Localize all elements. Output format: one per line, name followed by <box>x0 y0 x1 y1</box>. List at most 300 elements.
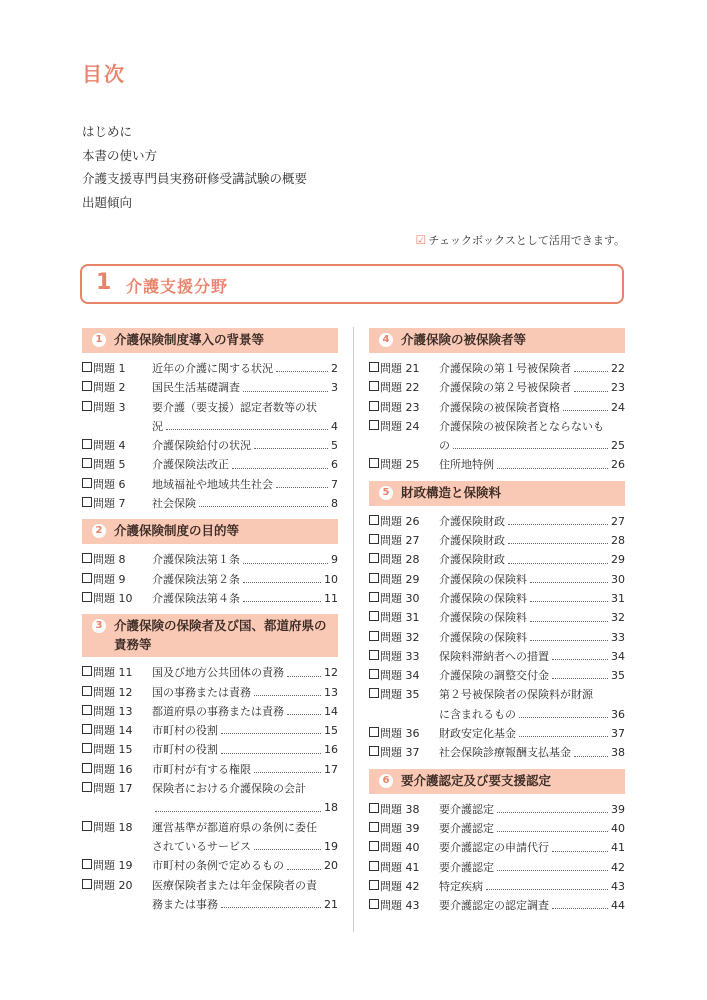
checkbox[interactable] <box>369 880 379 890</box>
checkbox[interactable] <box>369 631 379 641</box>
checkbox[interactable] <box>82 686 92 696</box>
entry-line <box>152 570 338 589</box>
entry-title: 介護保険法第４条 <box>152 591 240 605</box>
dot-leader <box>254 695 321 696</box>
toc-entry[interactable] <box>82 570 338 589</box>
entry-number: 問題 27 <box>380 534 420 548</box>
entry-label <box>82 721 152 740</box>
section-heading <box>369 481 625 506</box>
dot-leader <box>508 563 608 564</box>
page-number: 12 <box>324 666 338 680</box>
checkbox[interactable] <box>82 401 92 411</box>
entry-label <box>369 455 439 474</box>
dot-leader <box>221 907 321 908</box>
entry-number: 問題 25 <box>380 458 420 472</box>
page-number: 43 <box>611 879 625 893</box>
entry-title: 国の事務または責務 <box>152 685 251 699</box>
checkbox[interactable] <box>82 439 92 449</box>
entry-body <box>439 455 625 474</box>
checkbox[interactable] <box>369 650 379 660</box>
entry-title: 介護保険の調整交付金 <box>439 669 549 683</box>
entry-body <box>439 512 625 531</box>
entry-number: 問題 6 <box>93 477 126 491</box>
entry-label <box>369 359 439 378</box>
dot-leader <box>243 582 321 583</box>
checkbox[interactable] <box>82 458 92 468</box>
checkbox[interactable] <box>82 573 92 583</box>
part-header <box>80 264 624 304</box>
entry-label <box>82 876 152 915</box>
entry-label <box>369 628 439 647</box>
toc-entry[interactable] <box>369 685 625 724</box>
entry-title: 介護保険財政 <box>439 514 505 528</box>
page-number: 26 <box>611 458 625 472</box>
toc-entry[interactable] <box>369 378 625 397</box>
checkbox[interactable] <box>369 592 379 602</box>
checkbox[interactable] <box>82 859 92 869</box>
checkbox[interactable] <box>82 381 92 391</box>
toc-entry[interactable] <box>369 628 625 647</box>
toc-entry[interactable] <box>82 779 338 818</box>
checkbox[interactable] <box>369 573 379 583</box>
entry-title: 運営基準が都道府県の条例に委任 <box>152 820 317 834</box>
entry-title: 財政安定化基金 <box>439 727 516 741</box>
checkbox[interactable] <box>369 420 379 430</box>
entry-line <box>152 663 338 682</box>
entry-number: 問題 22 <box>380 381 420 395</box>
entry-number: 問題 14 <box>93 724 133 738</box>
entry-body <box>439 724 625 743</box>
entry-number: 問題 5 <box>93 458 126 472</box>
entry-line <box>439 589 625 608</box>
entry-body <box>439 550 625 569</box>
page-number: 41 <box>611 841 625 855</box>
entry-title: 要介護認定 <box>439 821 494 835</box>
entry-title: 地域福祉や地域共生社会 <box>152 477 273 491</box>
entry-number: 問題 19 <box>93 859 133 873</box>
toc-entry[interactable] <box>369 877 625 896</box>
entry-body <box>439 398 625 417</box>
entry-line <box>439 436 625 455</box>
toc-entry[interactable] <box>82 663 338 682</box>
entry-number: 問題 12 <box>93 685 133 699</box>
page-number: 9 <box>331 553 338 567</box>
entry-label <box>82 494 152 513</box>
entry-number: 問題 21 <box>380 362 420 375</box>
toc-entry[interactable] <box>369 647 625 666</box>
page-number: 25 <box>611 439 625 453</box>
toc-entry[interactable] <box>369 800 625 819</box>
entry-label <box>369 685 439 724</box>
dot-leader <box>530 621 608 622</box>
checkbox[interactable] <box>369 362 379 372</box>
dot-leader <box>519 736 608 737</box>
entry-line <box>152 798 338 817</box>
entry-label <box>82 856 152 875</box>
part-number: 1 <box>96 270 112 295</box>
page-number: 27 <box>611 514 625 528</box>
entry-line <box>439 359 625 378</box>
entry-body <box>152 378 338 397</box>
entry-label <box>369 531 439 550</box>
checkbox[interactable] <box>82 705 92 715</box>
page-number: 8 <box>331 497 338 511</box>
section-title: 介護保険の被保険者等 <box>401 332 527 347</box>
entry-line <box>152 721 338 740</box>
intro-item[interactable]: はじめに <box>82 124 133 139</box>
entry-number: 問題 20 <box>93 878 133 892</box>
entry-body <box>152 550 338 569</box>
page-number: 42 <box>611 860 625 874</box>
entry-label <box>369 896 439 915</box>
toc-entry[interactable] <box>369 608 625 627</box>
checkbox[interactable] <box>82 879 92 889</box>
checkbox[interactable] <box>82 553 92 563</box>
entry-body <box>439 819 625 838</box>
entry-line <box>152 740 338 759</box>
entry-line <box>152 683 338 702</box>
intro-item[interactable]: 本書の使い方 <box>82 147 158 163</box>
entry-number: 問題 4 <box>93 439 126 453</box>
entry-title: 社会保険診療報酬支払基金 <box>439 746 571 760</box>
entry-line <box>439 838 625 857</box>
checkbox[interactable] <box>82 666 92 676</box>
entry-label <box>82 455 152 474</box>
toc-entry[interactable] <box>82 436 338 455</box>
checkbox-checked-icon: ☑ <box>415 233 427 247</box>
entry-label <box>369 858 439 877</box>
entry-number: 問題 23 <box>380 400 420 414</box>
entry-body <box>152 589 338 608</box>
toc-entry[interactable] <box>369 455 625 474</box>
page-number: 35 <box>611 669 625 683</box>
dot-leader <box>552 678 608 679</box>
toc-entry[interactable] <box>369 417 625 456</box>
checkbox[interactable] <box>369 401 379 411</box>
checkbox[interactable] <box>82 478 92 488</box>
toc-entry[interactable] <box>82 740 338 759</box>
entry-label <box>369 838 439 857</box>
intro-list <box>82 120 307 214</box>
part-title: 介護支援分野 <box>126 277 229 296</box>
toc-entry[interactable] <box>82 760 338 779</box>
entry-line <box>439 724 625 743</box>
entry-line <box>152 856 338 875</box>
entry-title: 国及び地方公共団体の責務 <box>152 666 284 680</box>
entry-title: に含まれるもの <box>439 707 516 721</box>
page-number: 14 <box>324 704 338 718</box>
entry-number: 問題 1 <box>93 362 126 375</box>
dot-leader <box>486 889 608 890</box>
toc-entry[interactable] <box>369 550 625 569</box>
checkbox[interactable] <box>369 534 379 544</box>
section-title: 介護保険制度導入の背景等 <box>114 332 265 347</box>
entry-line <box>152 760 338 779</box>
entry-title: 介護保険の被保険者とならないも <box>439 419 604 433</box>
checkbox[interactable] <box>82 743 92 753</box>
entry-title: 要介護（要支援）認定者数等の状 <box>152 400 317 414</box>
toc-entry[interactable] <box>369 724 625 743</box>
toc-entry[interactable] <box>369 666 625 685</box>
entry-line <box>439 417 625 436</box>
entry-line <box>152 818 338 837</box>
entry-line <box>152 876 338 895</box>
entry-body <box>439 531 625 550</box>
entry-body <box>152 702 338 721</box>
toc-entry[interactable] <box>82 876 338 915</box>
entry-body <box>439 589 625 608</box>
section-title: 要介護認定及び要支援認定 <box>401 772 552 788</box>
checkbox[interactable] <box>82 782 92 792</box>
toc-entry[interactable] <box>369 398 625 417</box>
entry-line <box>439 896 625 915</box>
toc-entry[interactable] <box>369 531 625 550</box>
page-number: 38 <box>611 746 625 760</box>
checkbox[interactable] <box>82 821 92 831</box>
entry-number: 問題 13 <box>93 704 133 718</box>
intro-item[interactable]: 介護支援専門員実務研修受講試験の概要 <box>82 171 308 186</box>
page-number: 21 <box>324 897 338 911</box>
checkbox[interactable] <box>369 822 379 832</box>
dot-leader <box>243 391 328 392</box>
dot-leader <box>530 601 608 602</box>
page-number: 37 <box>611 727 625 741</box>
checkbox[interactable] <box>369 381 379 391</box>
entry-number: 問題 2 <box>93 381 126 395</box>
entry-number: 問題 11 <box>93 666 133 680</box>
page-number: 4 <box>331 419 338 433</box>
dot-leader <box>530 640 608 641</box>
entry-title: 介護保険の被保険者資格 <box>439 400 560 414</box>
entry-number: 問題 36 <box>380 727 420 741</box>
dot-leader <box>287 714 321 715</box>
dot-leader <box>199 506 328 507</box>
entry-title: されているサービス <box>152 839 251 853</box>
entry-label <box>82 740 152 759</box>
section-number-badge: 5 <box>379 486 393 500</box>
entry-line <box>439 398 625 417</box>
checkbox[interactable] <box>369 688 379 698</box>
entry-number: 問題 7 <box>93 497 126 511</box>
dot-leader <box>276 487 328 488</box>
checkbox[interactable] <box>82 497 92 507</box>
dot-leader <box>254 448 328 449</box>
entry-title: 介護保険財政 <box>439 534 505 548</box>
entry-body <box>439 800 625 819</box>
checkbox[interactable] <box>369 861 379 871</box>
entry-line <box>152 417 338 436</box>
entry-line <box>439 550 625 569</box>
entry-number: 問題 10 <box>93 591 133 605</box>
entry-body <box>439 608 625 627</box>
toc-entry[interactable] <box>82 455 338 474</box>
toc-entry[interactable] <box>369 743 625 762</box>
toc-column-left <box>82 328 338 920</box>
entry-label <box>82 550 152 569</box>
dot-leader <box>519 717 608 718</box>
entry-body <box>152 359 338 378</box>
entry-number: 問題 8 <box>93 553 126 567</box>
checkbox[interactable] <box>369 746 379 756</box>
entry-label <box>82 475 152 494</box>
checkbox[interactable] <box>369 727 379 737</box>
section-heading <box>82 328 338 353</box>
entry-number: 問題 37 <box>380 746 420 760</box>
page-number: 6 <box>331 458 338 472</box>
entry-body <box>152 876 338 915</box>
section-entries <box>369 800 625 916</box>
entry-number: 問題 26 <box>380 514 420 528</box>
entry-number: 問題 42 <box>380 879 420 893</box>
section-entries <box>82 359 338 513</box>
dot-leader <box>530 582 608 583</box>
checkbox[interactable] <box>82 362 92 372</box>
toc-entry[interactable] <box>369 896 625 915</box>
entry-label <box>82 760 152 779</box>
entry-label <box>369 550 439 569</box>
toc-entry[interactable] <box>369 359 625 378</box>
entry-title: 要介護認定 <box>439 860 494 874</box>
toc-entry[interactable] <box>82 683 338 702</box>
section-number-badge: 1 <box>92 333 106 347</box>
checkbox[interactable] <box>369 458 379 468</box>
entry-body <box>152 570 338 589</box>
dot-leader <box>254 772 321 773</box>
entry-label <box>369 647 439 666</box>
entry-title: 介護保険法第２条 <box>152 572 240 586</box>
page-number: 19 <box>324 839 338 853</box>
section-entries <box>82 663 338 914</box>
entry-title: 介護保険の保険料 <box>439 630 527 644</box>
entry-body <box>152 475 338 494</box>
entry-line <box>439 877 625 896</box>
toc-entry[interactable] <box>82 378 338 397</box>
toc-entry[interactable] <box>82 818 338 857</box>
toc-entry[interactable] <box>82 721 338 740</box>
toc-entry[interactable] <box>82 398 338 437</box>
entry-label <box>369 666 439 685</box>
entry-title: 務または事務 <box>152 897 218 911</box>
section-number-badge: 3 <box>92 619 106 633</box>
toc-entry[interactable] <box>82 359 338 378</box>
entry-body <box>439 570 625 589</box>
entry-line <box>152 398 338 417</box>
page-title: 目次 <box>82 62 126 86</box>
toc-entry[interactable] <box>369 570 625 589</box>
checkbox[interactable] <box>369 803 379 813</box>
entry-number: 問題 35 <box>380 688 420 702</box>
note-text: チェックボックスとして活用できます。 <box>428 234 625 247</box>
page-number: 30 <box>611 572 625 586</box>
dot-leader <box>243 601 321 602</box>
entry-title: 保険者における介護保険の会計 <box>152 782 306 796</box>
entry-number: 問題 39 <box>380 821 420 835</box>
entry-label <box>369 877 439 896</box>
toc-entry[interactable] <box>82 550 338 569</box>
section-title: 財政構造と保険料 <box>401 484 502 500</box>
toc-entry[interactable] <box>82 494 338 513</box>
dot-leader <box>497 831 608 832</box>
entry-title: 都道府県の事務または責務 <box>152 704 284 718</box>
checkbox[interactable] <box>369 669 379 679</box>
page-number: 40 <box>611 821 625 835</box>
entry-title: 市町村の役割 <box>152 724 218 738</box>
entry-body <box>439 685 625 724</box>
entry-body <box>439 359 625 378</box>
entry-line <box>152 779 338 798</box>
toc-entry[interactable] <box>369 819 625 838</box>
entry-title: 市町村の条例で定めるもの <box>152 859 284 873</box>
toc-entry[interactable] <box>369 858 625 877</box>
checkbox[interactable] <box>369 899 379 909</box>
entry-body <box>152 740 338 759</box>
entry-label <box>82 378 152 397</box>
entry-label <box>369 378 439 397</box>
toc-entry[interactable] <box>369 512 625 531</box>
checkbox[interactable] <box>82 724 92 734</box>
toc-entry[interactable] <box>369 589 625 608</box>
checkbox[interactable] <box>369 611 379 621</box>
entry-title: 介護保険の第２号被保険者 <box>439 381 571 395</box>
entry-line <box>439 531 625 550</box>
page-number: 7 <box>331 477 338 491</box>
dot-leader <box>497 870 608 871</box>
entry-body <box>439 877 625 896</box>
entry-number: 問題 43 <box>380 899 420 913</box>
toc-entry[interactable] <box>82 475 338 494</box>
entry-label <box>82 570 152 589</box>
toc-entry[interactable] <box>82 702 338 721</box>
checkbox[interactable] <box>369 515 379 525</box>
toc-entry[interactable] <box>369 838 625 857</box>
checkbox[interactable] <box>82 763 92 773</box>
entry-number: 問題 17 <box>93 782 133 796</box>
entry-line <box>152 359 338 378</box>
dot-leader <box>497 468 608 469</box>
toc-entry[interactable] <box>82 589 338 608</box>
checkbox[interactable] <box>369 553 379 563</box>
entry-line <box>152 436 338 455</box>
toc-entry[interactable] <box>82 856 338 875</box>
checkbox[interactable] <box>82 592 92 602</box>
entry-title: 介護保険財政 <box>439 553 505 567</box>
dot-leader <box>243 563 328 564</box>
entry-line <box>439 819 625 838</box>
dot-leader <box>276 371 328 372</box>
dot-leader <box>166 429 328 430</box>
section-heading <box>82 519 338 544</box>
entry-line <box>152 378 338 397</box>
entry-number: 問題 29 <box>380 572 420 586</box>
toc-column-right <box>369 328 625 921</box>
dot-leader <box>574 371 608 372</box>
entry-title: 況 <box>152 419 163 433</box>
entry-body <box>439 666 625 685</box>
section-entries <box>369 512 625 763</box>
entry-body <box>152 494 338 513</box>
page-number: 24 <box>611 400 625 414</box>
intro-item[interactable]: 出題傾向 <box>82 194 133 210</box>
page-number: 20 <box>324 859 338 873</box>
page-number: 29 <box>611 553 625 567</box>
dot-leader <box>508 524 608 525</box>
checkbox[interactable] <box>369 841 379 851</box>
entry-body <box>152 760 338 779</box>
dot-leader <box>453 448 608 449</box>
entry-line <box>152 702 338 721</box>
entry-number: 問題 16 <box>93 762 133 776</box>
entry-number: 問題 28 <box>380 553 420 567</box>
